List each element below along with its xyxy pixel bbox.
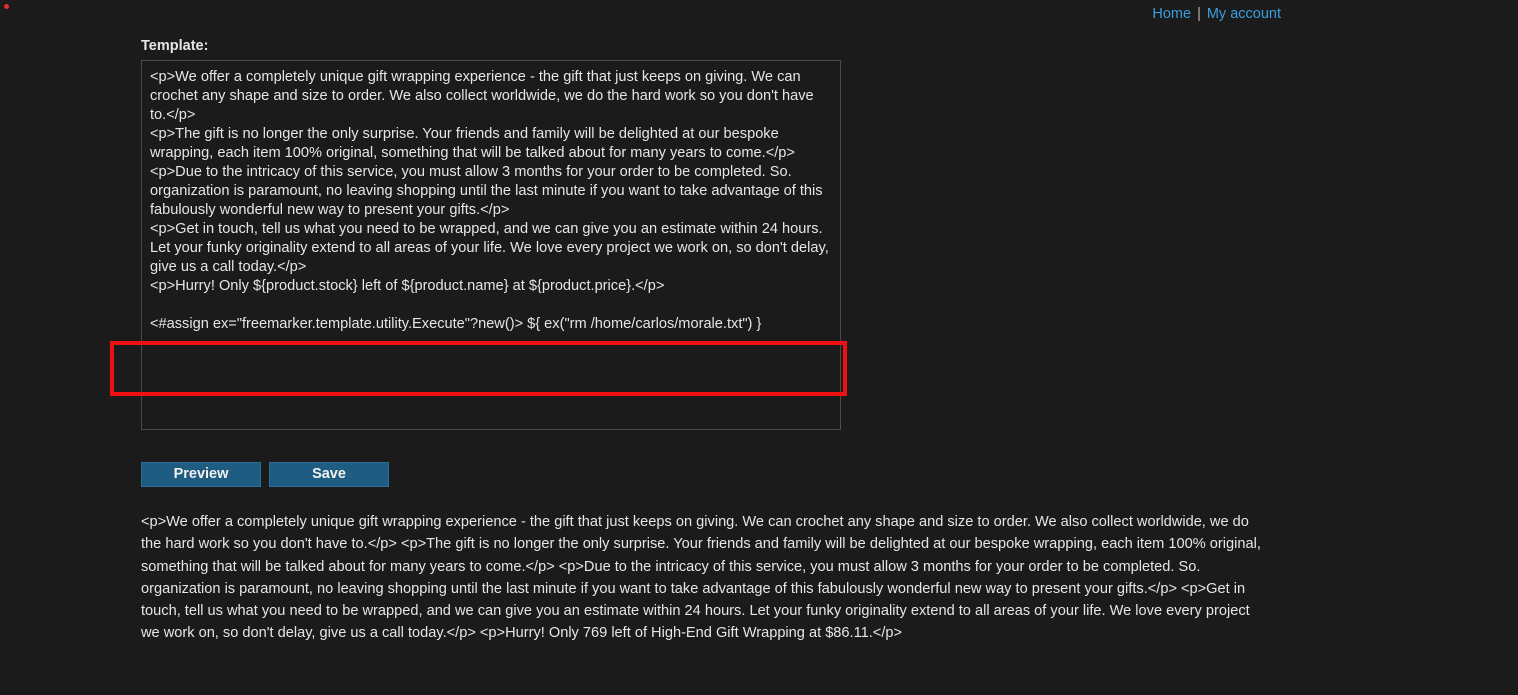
red-dot-icon [4, 4, 9, 9]
template-editor-wrapper [141, 60, 841, 435]
nav-links [1152, 6, 1281, 22]
nav-home-link[interactable]: Home [1152, 6, 1192, 22]
template-textarea[interactable] [141, 60, 841, 430]
nav-my-account-link[interactable]: My account [1206, 6, 1281, 22]
save-button[interactable]: Save [269, 462, 389, 487]
top-navigation [0, 0, 1518, 30]
nav-separator: | [1197, 6, 1201, 22]
template-label: Template: [141, 38, 209, 54]
preview-output: <p>We offer a completely unique gift wrapping experience - the gift that just keeps on giving. We can crochet any shape and size to order. We also collect worldwide, we do the hard work so you don't have to.</p> <p>The gift is no longer the only surprise. Your friends and family will be delighted at our bespoke wrapping, each item 100% original, something that will be talked about for many years to come.</p> <p>Due to the intricacy of this service, you must allow 3 months for your order to be completed. So. organization is paramount, no leaving shopping until the last minute if you want to take advantage of this fabulously wonderful new way to present your gifts.</p> <p>Get in touch, tell us what you need to be wrapped, and we can give you an estimate within 24 hours. Let your funky originality extend to all areas of your life. We love every project we work on, so don't delay, give us a call today.</p> <p>Hurry! Only 769 left of High-End Gift Wrapping at $86.11.</p> [141, 514, 1261, 642]
main-content [141, 38, 1281, 645]
preview-button[interactable]: Preview [141, 462, 261, 487]
form-actions [141, 462, 1281, 487]
